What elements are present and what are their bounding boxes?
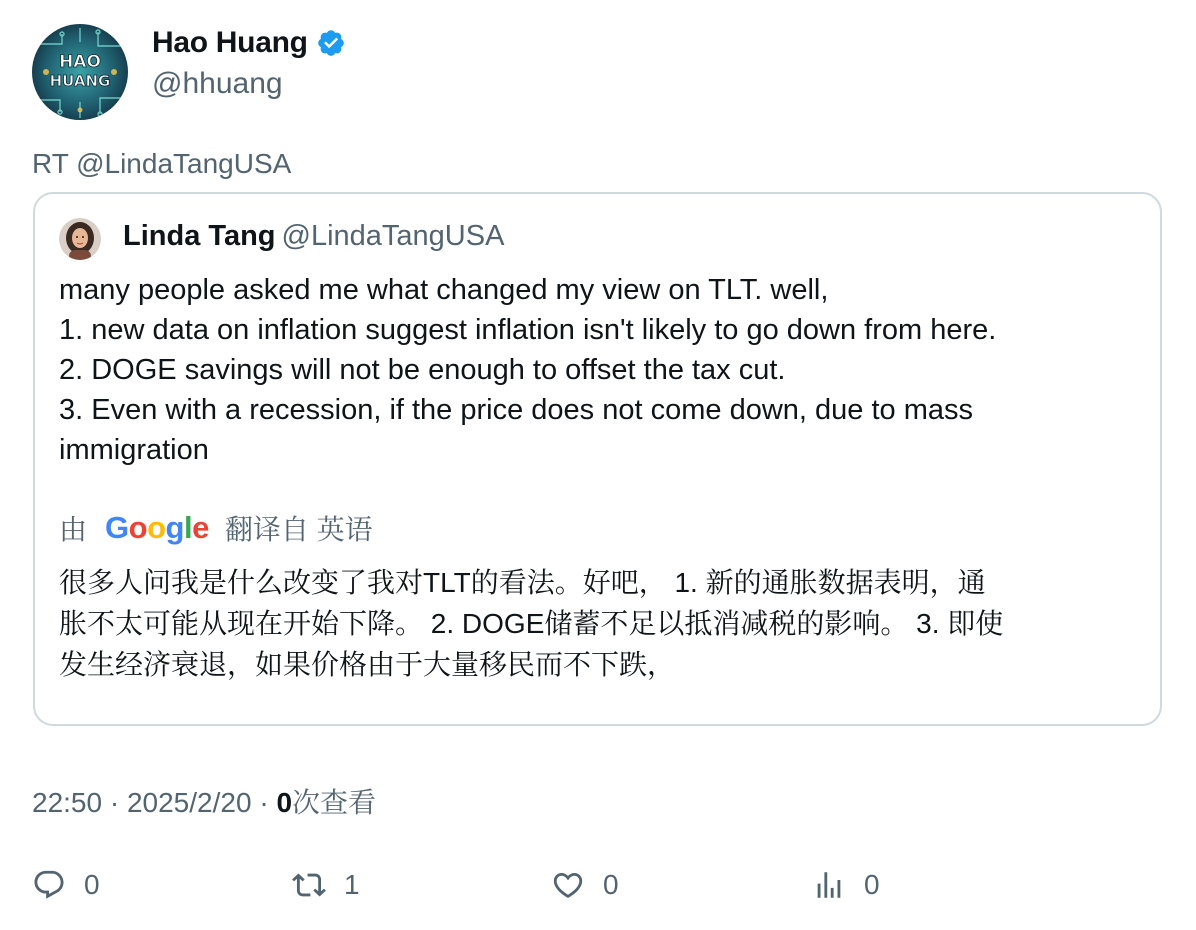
retweet-count: 1 (344, 869, 360, 900)
quoted-tweet-text (59, 270, 1139, 470)
author-name[interactable]: Hao Huang (152, 26, 308, 59)
meta-separator: · (102, 787, 127, 818)
retweet-line: RT @LindaTangUSA (32, 148, 292, 179)
quoted-tweet-card[interactable] (33, 192, 1162, 726)
retweet-icon (292, 868, 326, 902)
translate-suffix: 翻译自 英语 (224, 514, 373, 545)
quoted-text-line: immigration (59, 434, 209, 466)
views-button[interactable] (812, 868, 880, 902)
reply-count: 0 (84, 869, 100, 900)
quoted-author-avatar[interactable] (59, 218, 101, 260)
translated-text-line: 很多人问我是什么改变了我对TLT的看法。好吧， 1. 新的通胀数据表明，通 (59, 567, 986, 598)
reply-icon (32, 868, 66, 902)
translated-text-line: 胀不太可能从现在开始下降。 2. DOGE储蓄不足以抵消减税的影响。 3. 即使 (59, 608, 1004, 639)
retweet-button[interactable] (292, 868, 360, 902)
quoted-text-line: many people asked me what changed my view on TLT. well, (59, 274, 829, 306)
analytics-icon (812, 868, 846, 902)
tweet-meta (32, 781, 376, 821)
views-action-count: 0 (864, 869, 880, 900)
like-count: 0 (603, 869, 619, 900)
views-label: 次查看 (292, 787, 377, 818)
meta-separator: · (251, 787, 277, 818)
avatar-text-line1: HAO (59, 52, 101, 72)
avatar-text-line2: HUANG (49, 72, 111, 90)
translation-attribution (59, 508, 373, 548)
translated-text-line: 发生经济衰退，如果价格由于大量移民而不下跌， (59, 649, 676, 680)
tweet-time[interactable]: 22:50 (32, 787, 103, 818)
action-bar (0, 868, 1196, 908)
tweet-date[interactable]: 2025/2/20 (126, 787, 252, 818)
quoted-text-line: 2. DOGE savings will not be enough to offset the tax cut. (59, 354, 786, 386)
author-handle[interactable]: @hhuang (152, 67, 283, 100)
translate-prefix: 由 (59, 514, 88, 545)
views-count: 0 (276, 787, 293, 818)
like-button[interactable] (551, 868, 619, 902)
author-avatar[interactable] (32, 24, 128, 120)
google-logo: Google (105, 510, 209, 545)
translated-text (59, 562, 1139, 685)
heart-icon (551, 868, 585, 902)
verified-badge-icon (316, 28, 346, 58)
quoted-text-line: 1. new data on inflation suggest inflation isn't likely to go down from here. (59, 314, 997, 346)
author-name-row[interactable] (152, 26, 346, 60)
quoted-author-handle[interactable]: @LindaTangUSA (281, 220, 505, 252)
quoted-author-name[interactable]: Linda Tang (123, 220, 276, 252)
quoted-author-row[interactable] (123, 220, 504, 253)
quoted-text-line: 3. Even with a recession, if the price does not come down, due to mass (59, 394, 973, 426)
reply-button[interactable] (32, 868, 100, 902)
